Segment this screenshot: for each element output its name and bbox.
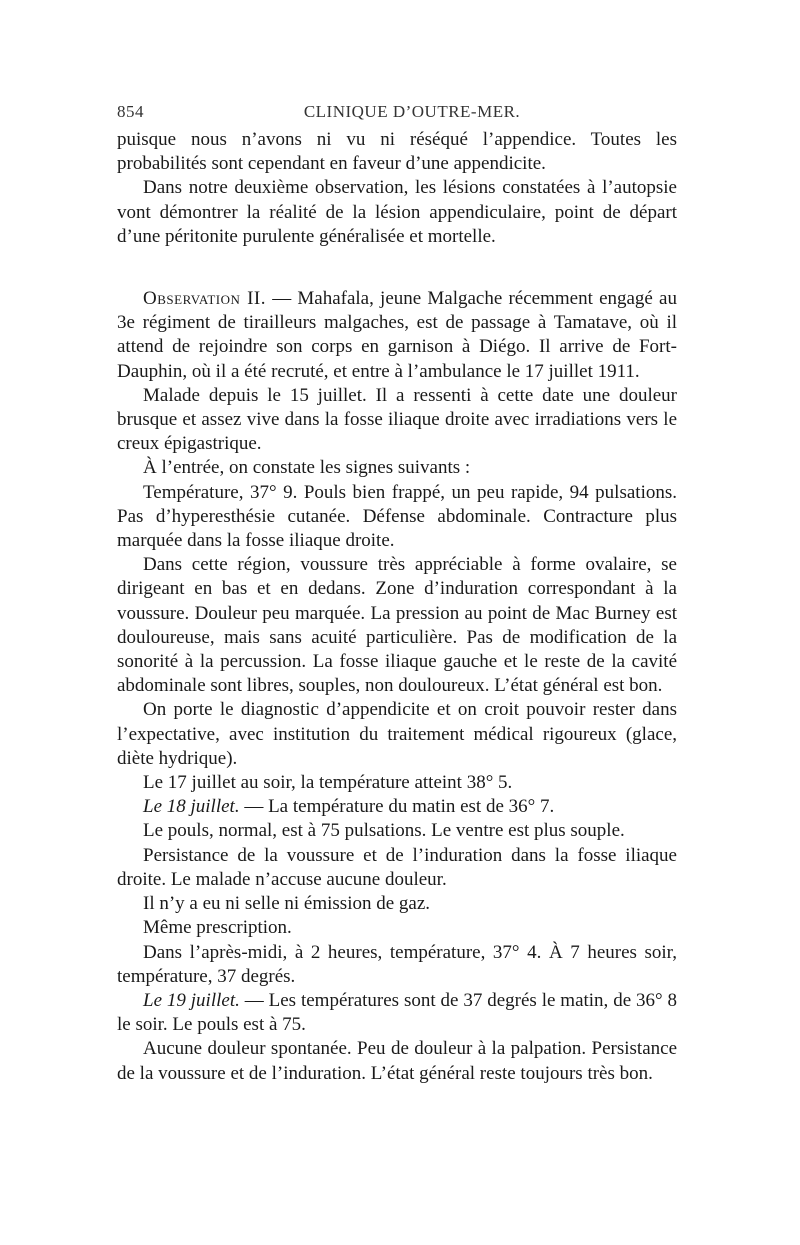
paragraph-6: Température, 37° 9. Pouls bien frappé, un peu rapide, 94 pulsations. Pas d’hyperesthésie cutanée. Défense abdominale. Contracture plus marquée dans la fosse iliaque droite. [117,481,677,552]
paragraph-7: Dans cette région, voussure très appréciable à forme ovalaire, se dirigeant en bas et en dedans. Zone d’induration correspondant à la voussure. Douleur peu marquée. La pression au point de Mac Burney est douloureuse, mais sans acuité particulière. Pas de modification de la sonorité à la percussion. La fosse iliaque gauche et le reste de la cavité abdominale sont libres, souples, non douloureux. L’état général est bon. [117,554,677,697]
paragraph-16-text: — Les températures sont de 37 degrés le matin, de 36° 8 le soir. Le pouls est à 75. [117,989,677,1036]
paragraph-13: Il n’y a eu ni selle ni émission de gaz. [143,893,431,915]
date-label-19: Le 19 juillet. [143,989,240,1011]
paragraph-5: À l’entrée, on constate les signes suivants : [143,457,471,479]
paragraph-9: Le 17 juillet au soir, la température atteint 38° 5. [143,772,513,794]
paragraph-16 [117,989,677,1037]
paragraph-12: Persistance de la voussure et de l’induration dans la fosse iliaque droite. Le malade n’accuse aucune douleur. [117,844,677,890]
paragraph-15: Dans l’après-midi, à 2 heures, température, 37° 4. À 7 heures soir, température, 37 degrés. [117,941,677,987]
paragraph-10-text: — La température du matin est de 36° 7. [239,796,555,818]
paragraph-4: Malade depuis le 15 juillet. Il a ressenti à cette date une douleur brusque et assez vive dans la fosse iliaque droite avec irradiations vers le creux épigastrique. [117,384,677,455]
running-head [117,102,677,128]
paragraph-10 [117,795,677,819]
date-label-18: Le 18 juillet. [143,796,240,818]
page-number: 854 [117,102,144,121]
paragraph-2: Dans notre deuxième observation, les lésions constatées à l’autopsie vont démontrer la réalité de la lésion appendiculaire, point de départ d’une péritonite purulente généralisée et mortelle. [117,177,677,247]
paragraph-8: On porte le diagnostic d’appendicite et on croit pouvoir rester dans l’expectative, avec institution du traitement médical rigoureux (glace, diète hydrique). [117,699,677,769]
observation-label: Observation II. [143,288,266,310]
body-text [117,128,677,1086]
observation-text: — Mahafala, jeune Malgache récemment engagé au 3e régiment de tirailleurs malgaches, est de passage à Tamatave, où il attend de rejoindre son corps en garnison à Diégo. Il arrive de Fort-Dauphin, où il a été recruté, et entre à l’ambulance le 17 juillet 1911. [117,288,677,382]
paragraph-observation [117,287,677,384]
paragraph-17: Aucune douleur spontanée. Peu de douleur à la palpation. Persistance de la voussure et de l’induration. L’état général reste toujours très bon. [117,1038,677,1084]
running-title: CLINIQUE D’OUTRE-MER. [303,102,521,121]
paragraph-14: Même prescription. [143,917,292,939]
paragraph-11: Le pouls, normal, est à 75 pulsations. Le ventre est plus souple. [143,820,625,842]
paragraph-1: puisque nous n’avons ni vu ni réséqué l’appendice. Toutes les probabilités sont cependant en faveur d’une appendicite. [117,129,677,175]
document-page [117,102,677,1086]
